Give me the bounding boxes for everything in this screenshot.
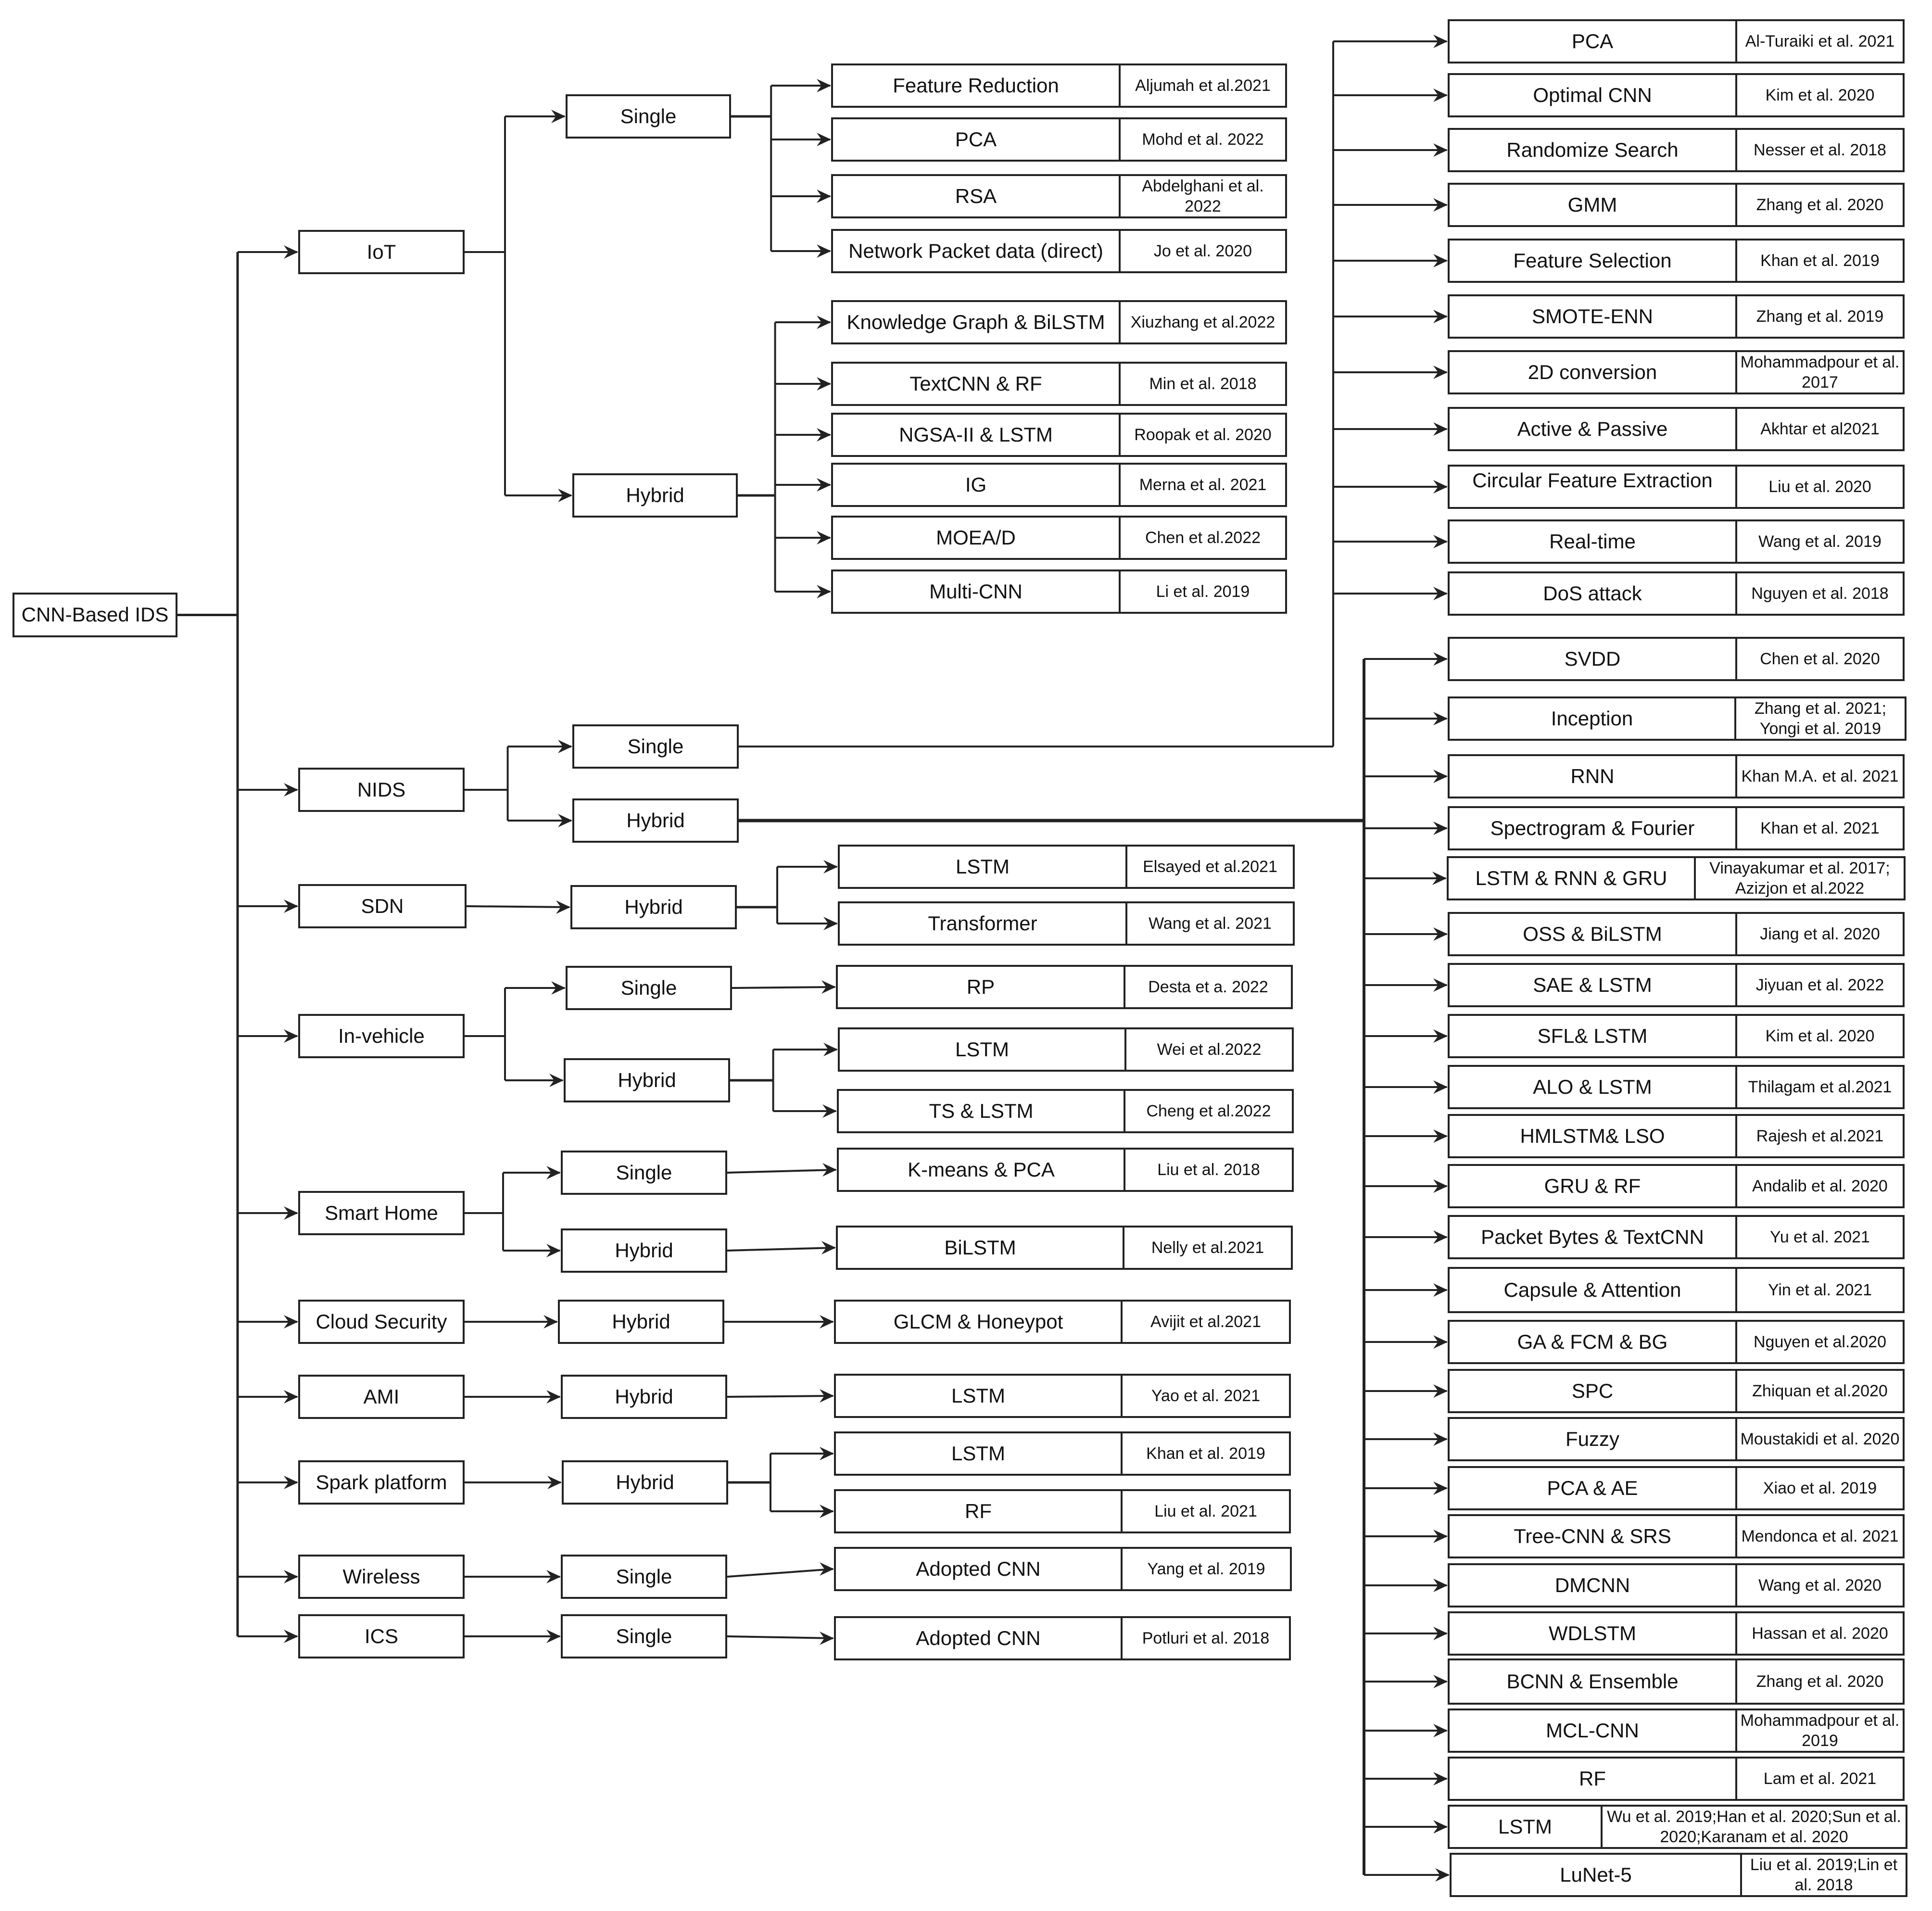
method-row	[831, 63, 1287, 108]
method-name: SVDD	[1450, 639, 1737, 679]
reference-citation: Min et al. 2018	[1149, 374, 1257, 393]
reference-citation: Liu et al. 2020	[1768, 477, 1871, 496]
method-name: TextCNN & RF	[833, 364, 1121, 404]
branch-spark-platform-hybrid	[562, 1460, 728, 1505]
method-name: GRU & RF	[1450, 1166, 1737, 1206]
method-name: PCA	[833, 119, 1121, 160]
method-row	[837, 1089, 1294, 1133]
category-label: Spark platform	[316, 1470, 447, 1493]
method-name: GLCM & Honeypot	[836, 1302, 1123, 1342]
method-row	[831, 300, 1287, 344]
method-row	[1448, 519, 1905, 564]
method-row	[831, 117, 1287, 162]
reference-citation: Khan et al. 2021	[1760, 819, 1880, 837]
branch-label: Hybrid	[624, 895, 683, 918]
method-name: Active & Passive	[1450, 409, 1737, 449]
reference-citation: Mohd et al. 2022	[1142, 130, 1264, 149]
reference-citation: Lam et al. 2021	[1763, 1769, 1877, 1788]
method-name: HMLSTM& LSO	[1450, 1116, 1737, 1156]
method-name: Randomize Search	[1450, 130, 1737, 170]
branch-label: Single	[620, 976, 677, 999]
method-row	[837, 1148, 1294, 1192]
category-smart-home	[298, 1191, 465, 1235]
method-row	[831, 516, 1287, 560]
method-name: SMOTE-ENN	[1450, 296, 1737, 337]
reference-citation: Nguyen et al. 2018	[1751, 584, 1889, 603]
category-label: IoT	[366, 240, 396, 263]
reference-citation: Kim et al. 2020	[1765, 1026, 1875, 1045]
method-row	[1448, 1267, 1905, 1313]
reference-citation: Roopak et al. 2020	[1134, 425, 1272, 444]
method-row	[1448, 806, 1905, 850]
method-row	[1448, 1369, 1905, 1413]
method-row	[834, 1374, 1291, 1418]
method-name: Real-time	[1450, 521, 1737, 562]
method-row	[834, 1300, 1291, 1344]
method-name: Fuzzy	[1450, 1419, 1737, 1459]
reference-citation: Zhang et al. 2020	[1756, 195, 1884, 214]
method-row	[834, 1547, 1292, 1591]
method-row	[1448, 571, 1905, 616]
reference-citation: Khan et al. 2019	[1146, 1444, 1265, 1463]
branch-in-vehicle-single	[566, 966, 732, 1010]
reference-citation: Abdelghani et al. 2022	[1142, 177, 1264, 215]
reference-citation: Yao et al. 2021	[1151, 1386, 1261, 1405]
method-row	[1448, 1514, 1905, 1558]
reference-citation: Wang et al. 2021	[1149, 914, 1272, 933]
method-name: RP	[838, 967, 1125, 1007]
method-name: TS & LSTM	[839, 1091, 1125, 1131]
reference-citation: Aljumah et al.2021	[1135, 76, 1271, 95]
method-row	[831, 362, 1287, 406]
method-name: LuNet-5	[1452, 1855, 1742, 1895]
reference-citation: Al-Turaiki et al. 2021	[1745, 32, 1895, 51]
method-row	[836, 1226, 1293, 1270]
method-row	[1450, 1853, 1907, 1897]
method-name: ALO & LSTM	[1450, 1067, 1737, 1107]
method-row	[1448, 696, 1907, 741]
branch-nids-hybrid	[572, 798, 739, 843]
root-node-cnn-based-ids	[13, 593, 177, 637]
branch-iot-single	[566, 94, 731, 139]
branch-label: Hybrid	[615, 1239, 673, 1262]
category-label: Wireless	[342, 1565, 420, 1588]
reference-citation: Yin et al. 2021	[1768, 1280, 1872, 1299]
reference-citation: Nguyen et al.2020	[1754, 1332, 1886, 1351]
reference-citation: Mendonca et al. 2021	[1741, 1527, 1899, 1545]
method-name: Optimal CNN	[1450, 75, 1737, 115]
method-name: Inception	[1450, 698, 1736, 739]
reference-citation: Zhang et al. 2019	[1756, 307, 1884, 326]
method-row	[1448, 1611, 1905, 1656]
method-name: SFL& LSTM	[1450, 1016, 1737, 1056]
reference-citation: Desta et a. 2022	[1148, 977, 1268, 996]
method-row	[834, 1616, 1291, 1660]
branch-label: Hybrid	[612, 1310, 670, 1333]
reference-citation: Liu et al. 2018	[1157, 1160, 1260, 1179]
method-row	[838, 901, 1295, 946]
method-row	[1448, 294, 1905, 339]
method-name: RNN	[1450, 756, 1737, 797]
method-name: DoS attack	[1450, 573, 1737, 614]
method-name: GA & FCM & BG	[1450, 1322, 1737, 1362]
branch-label: Single	[616, 1565, 672, 1588]
method-name: LSTM	[836, 1376, 1123, 1416]
reference-citation: Wu et al. 2019;Han et al. 2020;Sun et al. 2020;Karanam et al. 2020	[1607, 1807, 1901, 1846]
method-name: LSTM	[836, 1433, 1123, 1474]
reference-citation: Jo et al. 2020	[1153, 241, 1252, 260]
method-name: PCA	[1450, 21, 1737, 62]
branch-iot-hybrid	[572, 473, 738, 518]
method-row	[1448, 1709, 1905, 1753]
method-row	[831, 174, 1287, 218]
reference-citation: Cheng et al.2022	[1146, 1101, 1271, 1120]
method-name: LSTM	[840, 847, 1127, 887]
reference-citation: Moustakidi et al. 2020	[1740, 1430, 1900, 1448]
method-row	[838, 1027, 1294, 1072]
category-ami	[298, 1375, 465, 1419]
method-row	[831, 413, 1287, 457]
method-row	[1447, 856, 1906, 900]
reference-citation: Chen et al. 2020	[1760, 649, 1880, 668]
method-row	[1448, 637, 1905, 681]
method-row	[1448, 239, 1905, 283]
reference-citation: Mohammadpour et al. 2017	[1740, 353, 1900, 392]
reference-citation: Kim et al. 2020	[1765, 86, 1875, 104]
reference-citation: Liu et al. 2021	[1154, 1502, 1257, 1520]
branch-label: Hybrid	[626, 809, 685, 832]
branch-smart-home-hybrid	[561, 1228, 727, 1273]
branch-label: Hybrid	[616, 1470, 674, 1493]
reference-citation: Mohammadpour et al. 2019	[1740, 1711, 1900, 1750]
branch-label: Single	[616, 1624, 672, 1647]
reference-citation: Potluri et al. 2018	[1142, 1629, 1270, 1647]
method-row	[834, 1431, 1291, 1476]
reference-citation: Yu et al. 2021	[1770, 1228, 1870, 1246]
branch-wireless-single	[561, 1555, 727, 1599]
method-row	[1448, 1757, 1905, 1801]
method-name: Adopted CNN	[836, 1549, 1123, 1589]
reference-citation: Xiuzhang et al.2022	[1130, 313, 1275, 331]
reference-citation: Khan et al. 2019	[1760, 251, 1880, 270]
method-row	[1448, 1417, 1905, 1461]
method-name: SPC	[1450, 1371, 1737, 1411]
method-name: LSTM	[1450, 1807, 1603, 1847]
reference-citation: Yang et al. 2019	[1147, 1559, 1265, 1578]
method-name: Capsule & Attention	[1450, 1269, 1737, 1311]
method-row	[1448, 465, 1905, 509]
reference-citation: Avijit et al.2021	[1150, 1312, 1261, 1331]
method-row	[1448, 1014, 1905, 1058]
method-name: RSA	[833, 176, 1121, 216]
reference-citation: Xiao et al. 2019	[1763, 1479, 1877, 1497]
method-name: RF	[836, 1491, 1123, 1531]
method-row	[1448, 1164, 1905, 1208]
branch-ami-hybrid	[561, 1375, 727, 1419]
category-label: ICS	[364, 1624, 398, 1647]
reference-citation: Liu et al. 2019;Lin et al. 2018	[1750, 1855, 1898, 1894]
method-name: Adopted CNN	[836, 1618, 1123, 1658]
method-row	[831, 463, 1287, 507]
reference-citation: Akhtar et al2021	[1760, 419, 1880, 438]
branch-label: Single	[620, 104, 677, 127]
branch-label: Hybrid	[626, 483, 684, 506]
reference-citation: Nelly et al.2021	[1151, 1238, 1264, 1257]
method-row	[1448, 754, 1905, 798]
category-wireless	[298, 1555, 465, 1599]
method-name: WDLSTM	[1450, 1613, 1737, 1654]
category-sdn	[298, 884, 467, 928]
category-label: AMI	[363, 1385, 400, 1408]
method-row	[834, 1489, 1291, 1533]
method-row	[1448, 1805, 1907, 1849]
method-row	[838, 845, 1295, 889]
method-name: GMM	[1450, 185, 1737, 225]
reference-citation: Wei et al.2022	[1157, 1040, 1262, 1059]
method-row	[1448, 1065, 1905, 1109]
method-row	[1448, 183, 1905, 227]
method-name: MOEA/D	[833, 518, 1121, 558]
reference-citation: Zhang et al. 2020	[1756, 1672, 1884, 1691]
category-label: In-vehicle	[338, 1024, 425, 1047]
method-name: Circular Feature Extraction	[1450, 467, 1737, 507]
category-label: Cloud Security	[316, 1310, 447, 1333]
method-name: Multi-CNN	[833, 571, 1121, 612]
reference-citation: Li et al. 2019	[1156, 582, 1250, 601]
reference-citation: Vinayakumar et al. 2017; Azizjon et al.2022	[1709, 859, 1890, 898]
method-row	[836, 965, 1293, 1009]
branch-label: Hybrid	[615, 1385, 673, 1408]
category-nids	[298, 768, 465, 812]
reference-citation: Khan M.A. et al. 2021	[1741, 767, 1899, 785]
method-row	[1448, 19, 1905, 63]
method-row	[1448, 912, 1905, 956]
method-name: MCL-CNN	[1450, 1710, 1737, 1751]
reference-citation: Nesser et al. 2018	[1754, 140, 1886, 159]
reference-citation: Merna et al. 2021	[1139, 475, 1267, 494]
category-label: Smart Home	[325, 1201, 438, 1224]
category-ics	[298, 1614, 465, 1658]
method-row	[1448, 1114, 1905, 1158]
method-row	[1448, 407, 1905, 451]
branch-label: Single	[616, 1161, 672, 1184]
branch-cloud-security-hybrid	[558, 1300, 724, 1344]
method-row	[1448, 1466, 1905, 1510]
branch-smart-home-single	[561, 1151, 727, 1195]
method-row	[1448, 128, 1905, 172]
category-in-vehicle	[298, 1014, 465, 1058]
reference-citation: Thilagam et al.2021	[1748, 1077, 1892, 1096]
branch-ics-single	[561, 1614, 727, 1658]
reference-citation: Zhiquan et al.2020	[1752, 1381, 1888, 1400]
method-name: Transformer	[840, 903, 1127, 944]
method-name: Feature Selection	[1450, 240, 1737, 281]
reference-citation: Jiyuan et al. 2022	[1755, 975, 1884, 994]
method-row	[1448, 963, 1905, 1007]
branch-nids-single	[572, 724, 739, 769]
method-name: 2D conversion	[1450, 352, 1737, 392]
reference-citation: Elsayed et al.2021	[1143, 857, 1277, 876]
method-name: OSS & BiLSTM	[1450, 914, 1737, 954]
branch-sdn-hybrid	[570, 885, 737, 929]
branch-label: Single	[627, 734, 684, 758]
method-name: Tree-CNN & SRS	[1450, 1516, 1737, 1557]
reference-citation: Hassan et al. 2020	[1752, 1624, 1888, 1643]
method-row	[1448, 1215, 1905, 1259]
method-name: LSTM & RNN & GRU	[1449, 858, 1696, 899]
method-name: Spectrogram & Fourier	[1450, 808, 1737, 848]
method-name: Network Packet data (direct)	[833, 231, 1121, 271]
category-iot	[298, 230, 465, 274]
reference-citation: Andalib et al. 2020	[1752, 1177, 1888, 1195]
method-name: LSTM	[840, 1029, 1126, 1070]
method-name: K-means & PCA	[839, 1150, 1125, 1190]
method-name: DMCNN	[1450, 1565, 1737, 1606]
reference-citation: Rajesh et al.2021	[1756, 1126, 1884, 1145]
method-name: Packet Bytes & TextCNN	[1450, 1217, 1737, 1257]
branch-in-vehicle-hybrid	[564, 1058, 730, 1102]
method-name: PCA & AE	[1450, 1468, 1737, 1508]
method-row	[1448, 350, 1905, 394]
method-name: SAE & LSTM	[1450, 965, 1737, 1005]
method-name: NGSA-II & LSTM	[833, 415, 1121, 455]
reference-citation: Chen et al.2022	[1145, 528, 1261, 547]
reference-citation: Wang et al. 2020	[1758, 1576, 1881, 1595]
root-label: CNN-Based IDS	[21, 603, 169, 626]
category-label: NIDS	[357, 778, 406, 801]
category-cloud-security	[298, 1300, 465, 1344]
method-row	[1448, 73, 1905, 117]
method-name: Feature Reduction	[833, 65, 1121, 106]
method-row	[1448, 1563, 1905, 1607]
reference-citation: Zhang et al. 2021; Yongi et al. 2019	[1754, 699, 1887, 738]
reference-citation: Jiang et al. 2020	[1760, 924, 1880, 943]
method-name: IG	[833, 465, 1121, 505]
method-name: RF	[1450, 1759, 1737, 1799]
category-label: SDN	[361, 894, 404, 917]
method-name: BiLSTM	[838, 1228, 1124, 1268]
method-name: BCNN & Ensemble	[1450, 1660, 1737, 1703]
method-row	[831, 229, 1287, 273]
reference-citation: Wang et al. 2019	[1758, 532, 1881, 551]
method-row	[1448, 1658, 1905, 1705]
method-row	[831, 570, 1287, 614]
branch-label: Hybrid	[618, 1068, 676, 1091]
method-name: Knowledge Graph & BiLSTM	[833, 302, 1121, 342]
category-spark-platform	[298, 1460, 465, 1505]
method-row	[1448, 1320, 1905, 1364]
